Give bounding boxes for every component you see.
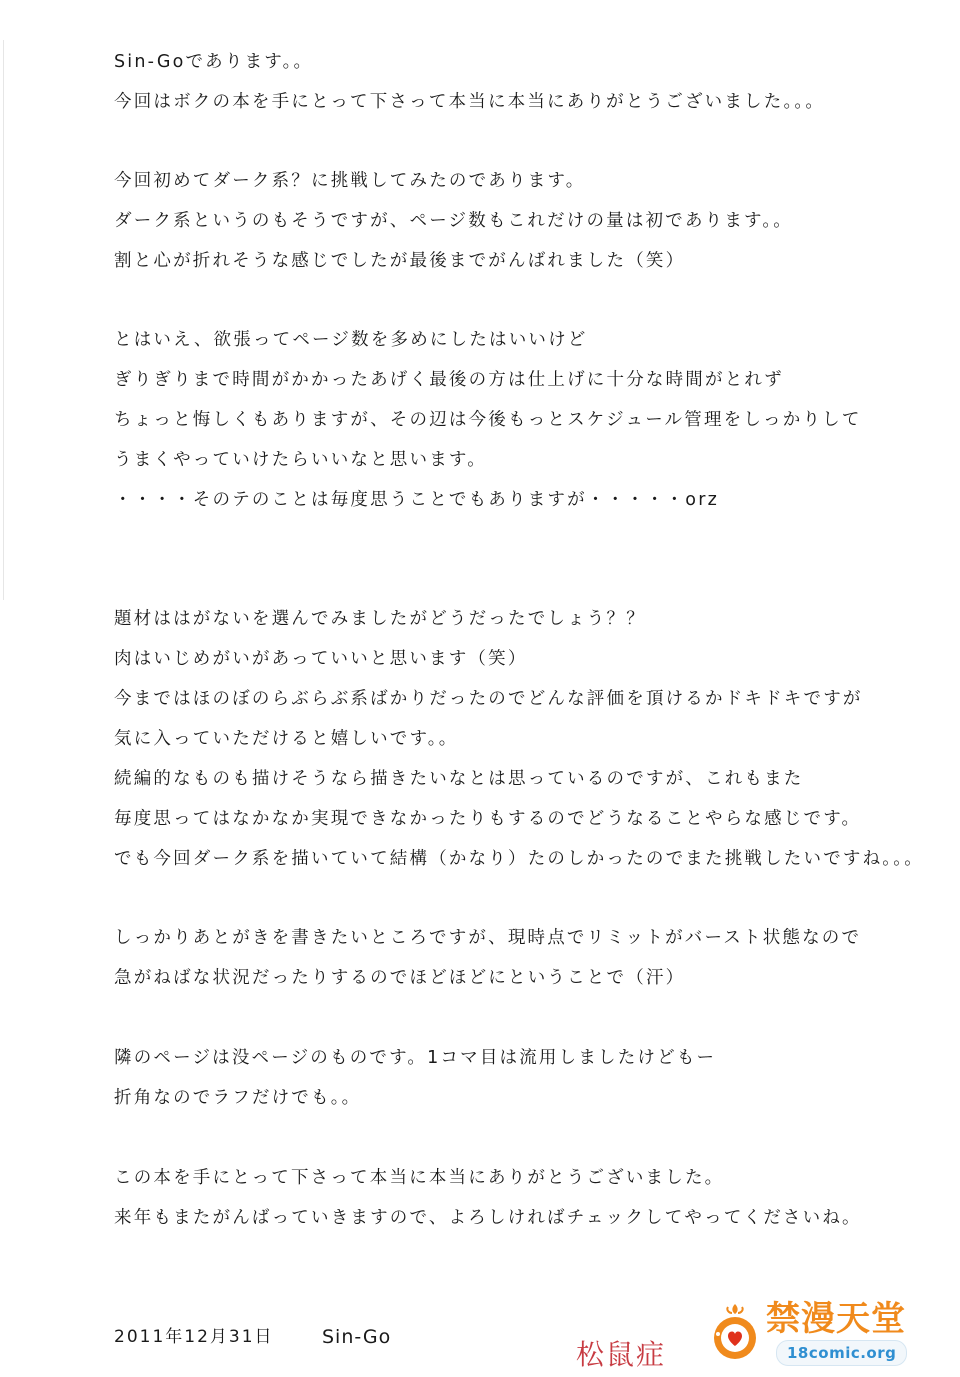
text-line: この本を手にとって下さって本当に本当にありがとうございました。 xyxy=(114,1168,725,1188)
text-line: 気に入っていただけると嬉しいです。。 xyxy=(114,729,459,749)
watermark-title: 禁漫天堂 xyxy=(766,1299,906,1339)
text-line: 今回はボクの本を手にとって下さって本当に本当にありがとうございました。。。 xyxy=(114,92,826,112)
text-line: ぎりぎりまで時間がかかったあげく最後の方は仕上げに十分な時間がとれず xyxy=(114,370,784,390)
text-line: 今まではほのぼのらぶらぶ系ばかりだったのでどんな評価を頂けるかドキドキですが xyxy=(114,689,863,709)
text-line: とはいえ、欲張ってページ数を多めにしたはいいけど xyxy=(114,330,588,350)
stamp-text: 松鼠症 xyxy=(576,1338,667,1371)
footer-date: 2011年12月31日 xyxy=(114,1327,274,1347)
paragraph-thanks xyxy=(114,1158,862,1238)
text-line: 急がねばな状況だったりするのでほどほどにということで（汗） xyxy=(114,968,686,988)
text-line: 今回初めてダーク系？に挑戦してみたのであります。 xyxy=(114,171,586,191)
paragraph-subject xyxy=(114,599,924,879)
text-line: 肉はいじめがいがあっていいと思います（笑） xyxy=(114,649,528,669)
text-line: でも今回ダーク系を描いていて結構（かなり）たのしかったのでまた挑戦したいですね。。。 xyxy=(114,849,924,869)
paragraph-time-limit xyxy=(114,918,861,998)
text-line: うまくやっていけたらいいなと思います。 xyxy=(114,450,487,470)
text-line: 来年もまたがんばっていきますので、よろしければチェックしてやってくださいね。 xyxy=(114,1208,862,1228)
text-line: ちょっと悔しくもありますが、その辺は今後もっとスケジュール管理をしっかりして xyxy=(114,410,862,430)
text-line: 折角なのでラフだけでも。。 xyxy=(114,1088,362,1108)
text-line: ・・・・そのテのことは毎度思うことでもありますが・・・・・orz xyxy=(114,490,719,510)
text-line: しっかりあとがきを書きたいところですが、現時点でリミットがバースト状態なので xyxy=(114,928,862,948)
site-watermark[interactable] xyxy=(704,1296,944,1372)
page-edge-line xyxy=(3,40,4,600)
paragraph-greeting xyxy=(114,42,825,122)
paragraph-dark-challenge xyxy=(114,161,793,281)
footer-author: Sin-Go xyxy=(322,1326,392,1348)
text-line: 題材ははがないを選んでみましたがどうだったでしょう？？ xyxy=(114,609,646,629)
text-line: Sin-Goであります。。 xyxy=(114,52,314,72)
text-line: 続編的なものも描けそうなら描きたいなとは思っているのですが、これもまた xyxy=(114,769,804,789)
paragraph-neighbor-page xyxy=(114,1038,716,1118)
text-line: 隣のページは没ページのものです。1コマ目は流用しましたけどもー xyxy=(114,1048,717,1068)
text-line: 割と心が折れそうな感じでしたが最後までがんばれました（笑） xyxy=(114,251,686,271)
text-line: ダーク系というのもそうですが、ページ数もこれだけの量は初であります。。 xyxy=(114,211,793,231)
whale-mascot-icon xyxy=(704,1300,766,1362)
paragraph-schedule xyxy=(114,320,862,520)
text-line: 毎度思ってはなかなか実現できなかったりもするのでどうなることやらな感じです。 xyxy=(114,809,862,829)
watermark-url[interactable]: 18comic.org xyxy=(776,1340,907,1366)
